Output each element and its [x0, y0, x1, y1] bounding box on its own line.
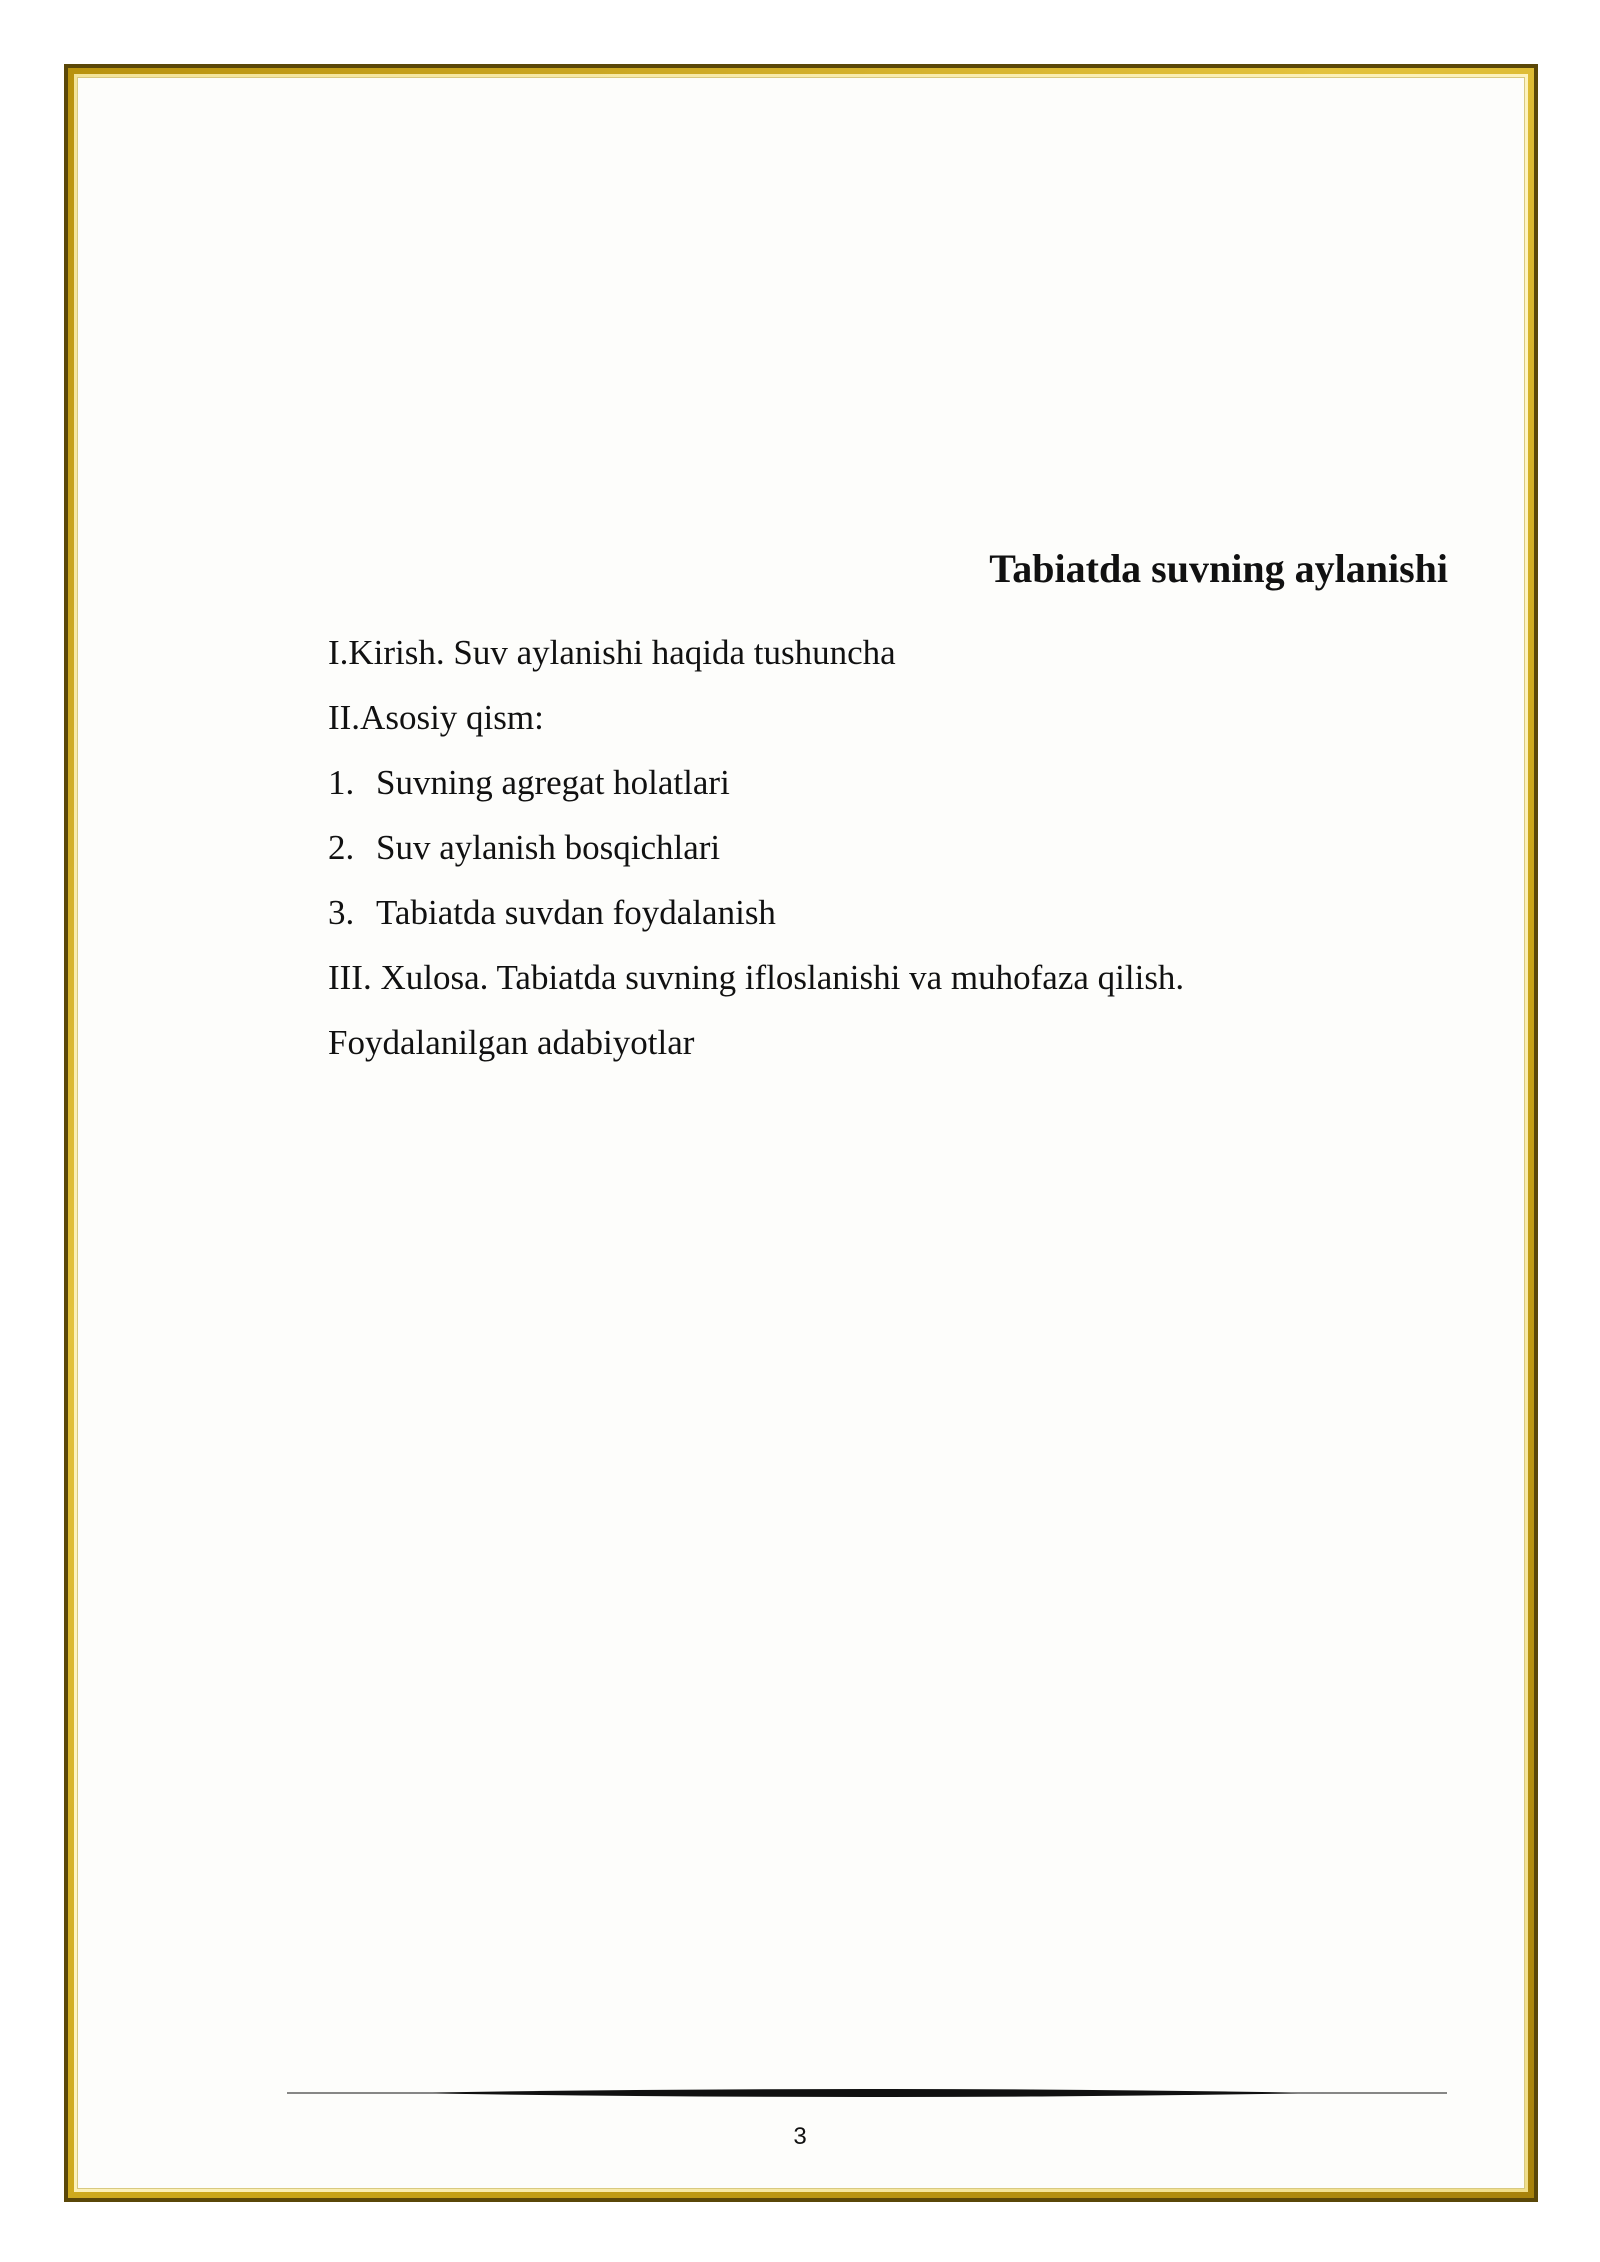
toc-item-number: 1. [328, 763, 355, 802]
toc-item-conclusion [328, 945, 1428, 1010]
toc-item-1 [328, 750, 1428, 815]
toc-item-references [328, 1010, 1428, 1075]
toc-item-text: III. Xulosa. Tabiatda suvning ifloslanishi va muhofaza qilish. [328, 958, 1185, 997]
toc-item-number: 3. [328, 893, 355, 932]
document-title: Tabiatda suvning aylanishi [989, 546, 1448, 591]
toc-item-3 [328, 880, 1428, 945]
page-content-area [77, 77, 1525, 2189]
toc-item-text: I.Kirish. Suv aylanishi haqida tushuncha [328, 633, 896, 672]
toc-item-text: Suvning agregat holatlari [376, 763, 730, 802]
toc-item-main-part [328, 685, 1428, 750]
gold-border [68, 68, 1534, 2198]
toc-item-text: Suv aylanish bosqichlari [376, 828, 721, 867]
toc-item-text: Foydalanilgan adabiyotlar [328, 1023, 695, 1062]
toc-item-2 [328, 815, 1428, 880]
toc-item-intro [328, 620, 1428, 685]
toc-item-number: 2. [328, 828, 355, 867]
toc-item-text: II.Asosiy qism: [328, 698, 544, 737]
toc-item-text: Tabiatda suvdan foydalanish [376, 893, 776, 932]
footer-divider [287, 2086, 1447, 2100]
gold-border-highlight [74, 74, 1528, 2192]
table-of-contents [328, 620, 1428, 1075]
page-border-frame [64, 64, 1538, 2202]
page-number: 3 [793, 2123, 807, 2150]
